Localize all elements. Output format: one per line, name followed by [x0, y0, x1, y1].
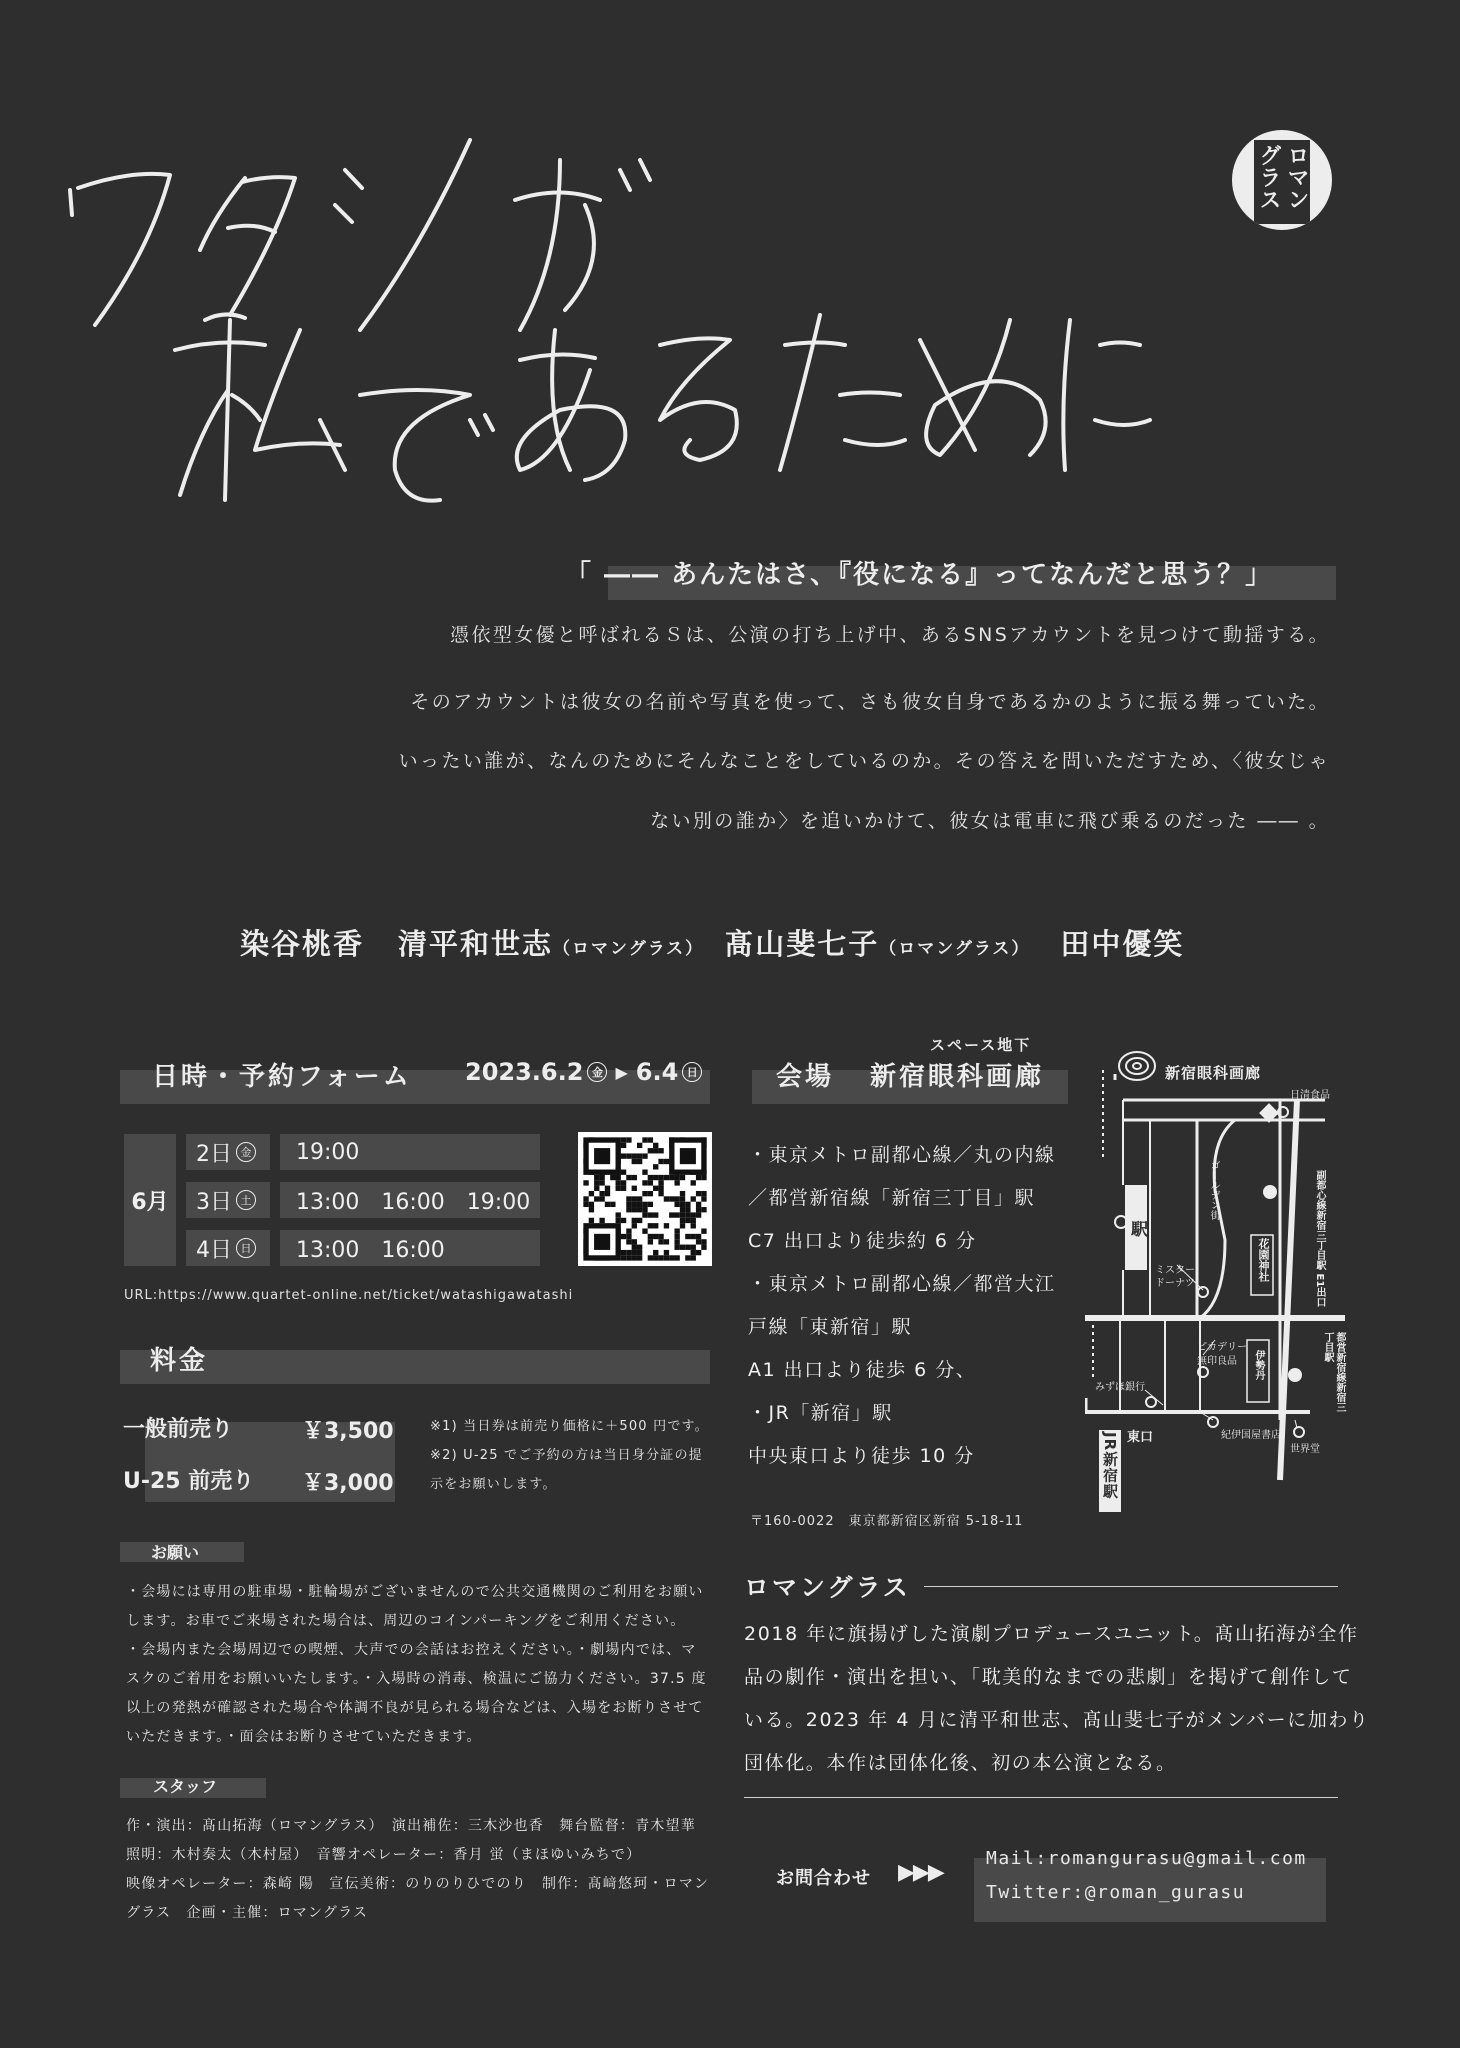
map-label: 世界堂 — [1290, 1444, 1320, 1455]
logo-text-2: グラス — [1256, 144, 1281, 210]
access-map — [1085, 1040, 1345, 1520]
venue-address: 〒160-0022 東京都新宿区新宿 5-18-11 — [750, 1514, 1024, 1529]
map-jr-station: JR新宿駅 — [1101, 1432, 1119, 1500]
venue-sub: スペース地下 — [930, 1036, 1032, 1054]
cast-name: 清平和世志 — [398, 927, 554, 961]
date-cell: 4日 日 — [186, 1230, 270, 1266]
cast-affiliation: （ロマングラス） — [879, 939, 1031, 959]
synopsis-line-1: 憑依型女優と呼ばれるＳは、公演の打ち上げ中、あるSNSアカウントを見つけて動揺する。 — [450, 624, 1330, 646]
date-cell: 3日 土 — [186, 1182, 270, 1218]
contact-arrow-icon: ▶▶▶ — [898, 1860, 943, 1885]
range-arrow-icon: ▶ — [615, 1062, 628, 1082]
contact-mail[interactable]: Mail:romangurasu@gmail.com — [986, 1848, 1307, 1869]
map-label: 無印良品 — [1197, 1356, 1237, 1367]
map-seibu-station: 西武新宿駅 — [1127, 1191, 1167, 1267]
qr-code[interactable] — [578, 1132, 712, 1266]
price-notes: ※1) 当日券は前売り価格に＋500 円です。 ※2) U-25 でご予約の方は当日身分証の提 示をお願いします。 — [430, 1419, 709, 1492]
venue-name: 新宿眼科画廊 — [870, 1062, 1045, 1092]
divider — [744, 1797, 1338, 1798]
synopsis-line-3: いったい誰が、なんのためにそんなことをしているのか。その答えを問いただすため、〈彼女じゃ — [398, 750, 1330, 772]
company-heading: ロマングラス — [744, 1573, 911, 1602]
tagline-quote: 「 ―― あんたはさ、『役になる』ってなんだと思う？」 — [565, 560, 1274, 590]
synopsis-line-2: そのアカウントは彼女の名前や写真を使って、さも彼女自身であるかのように振る舞っていた。 — [410, 691, 1330, 713]
schedule-range: 2023.6.2 金 ▶ 6.4 日 — [465, 1058, 702, 1086]
cast-name: 田中優笑 — [1060, 927, 1185, 961]
month-cell: 6月 — [124, 1134, 176, 1266]
handwritten-title — [0, 0, 1460, 560]
synopsis-line-4: ない別の誰か〉を追いかけて、彼女は電車に飛び乗るのだった ―― 。 — [650, 810, 1330, 832]
contact-label: お問合わせ — [776, 1868, 871, 1889]
price-label: U-25 前売り — [123, 1469, 255, 1494]
map-venue-label: 新宿眼科画廊 — [1165, 1064, 1262, 1082]
map-label: 副都心線新宿三丁目駅 E1出口 — [1314, 1170, 1325, 1308]
contact-info — [986, 1842, 1307, 1910]
time-cell: 13:00 16:00 — [280, 1230, 540, 1266]
map-label: 紀伊国屋書店 — [1221, 1430, 1281, 1441]
time-cell: 19:00 — [280, 1134, 540, 1170]
cast-name: 髙山斐七子 — [724, 927, 880, 961]
staff-credits: 作・演出：髙山拓海（ロマングラス） 演出補佐：三木沙也香 舞台監督：青木望華 照明：木村奏太（木村屋） 音響オペレーター：香月 蛍（まほゆいみちで） 映像オペレーター：森崎 陽 宣伝美術：のりのりひでのり 制作：髙﨑悠珂・ロマン グラス 企画・主催：ロマングラス — [126, 1818, 710, 1921]
map-label: みずほ銀行 — [1095, 1382, 1145, 1393]
divider — [924, 1586, 1338, 1587]
map-label: 花園神社 — [1257, 1238, 1270, 1282]
venue-label: 会場 — [776, 1062, 835, 1092]
reservation-url[interactable]: URL:https://www.quartet-online.net/ticket/watashigawatashi — [124, 1288, 574, 1303]
request-text: ・会場には専用の駐車場・駐輪場がございませんので公共交通機関のご利用をお願い します。お車でご来場された場合は、周辺のコインパーキングをご利用ください。 ・会場内また会場周辺での喫煙、大声での会話はお控えください。・劇場内では、マ スクのご着用をお願いいたします。・入場時の消毒、検温にご協力ください。37.5 度 以上の発熱が確認された場合や体調不良が見られる場合などは、入場をお断りさせて いただきます。・面会はお断りさせていただきます。 — [126, 1584, 707, 1745]
map-label: 伊勢丹 — [1253, 1350, 1264, 1380]
date-cell: 2日 金 — [186, 1134, 270, 1170]
price-value: ￥3,000 — [302, 1471, 394, 1496]
price-value: ￥3,500 — [302, 1419, 394, 1444]
access-info: ・東京メトロ副都心線／丸の内線 ／都営新宿線「新宿三丁目」駅 C7 出口より徒歩約 6 分 ・東京メトロ副都心線／都営大江 戸線「東新宿」駅 A1 出口より徒歩 6 分、 ・JR「新宿」駅 中央東口より徒歩 10 分 — [748, 1144, 1056, 1467]
logo-text-1: ロマン — [1284, 144, 1309, 210]
map-label: ピカデリー — [1197, 1342, 1247, 1353]
contact-twitter[interactable]: Twitter:@roman_gurasu — [986, 1882, 1246, 1903]
time-cell: 13:00 16:00 19:00 — [280, 1182, 540, 1218]
roman-gurasu-logo — [1232, 130, 1332, 230]
price-label: 一般前売り — [123, 1417, 234, 1442]
map-label: ゴールデン街 — [1208, 1160, 1219, 1220]
map-label: ミスタードーナツ — [1155, 1265, 1195, 1289]
company-description: 2018 年に旗揚げした演劇プロデュースユニット。髙山拓海が全作 品の劇作・演出を担い、「耽美的なまでの悲劇」を掲げて創作して いる。2023 年 4 月に清平和世志、髙山斐七子がメンバーに加わり 団体化。本作は団体化後、初の本公演となる。 — [744, 1623, 1370, 1774]
map-label: 東口 — [1127, 1430, 1154, 1445]
staff-heading: スタッフ — [153, 1777, 218, 1796]
qr-code-pattern — [578, 1132, 712, 1266]
map-label: 都営新宿線新宿三丁目駅 — [1322, 1332, 1345, 1412]
schedule-heading: 日時・予約フォーム — [152, 1062, 412, 1092]
cast-name: 染谷桃香 — [240, 927, 365, 961]
price-heading: 料金 — [150, 1346, 209, 1376]
request-heading: お願い — [151, 1543, 200, 1562]
map-label: 日清食品 — [1290, 1090, 1330, 1101]
cast-list — [240, 922, 1184, 963]
cast-affiliation: （ロマングラス） — [553, 939, 705, 959]
